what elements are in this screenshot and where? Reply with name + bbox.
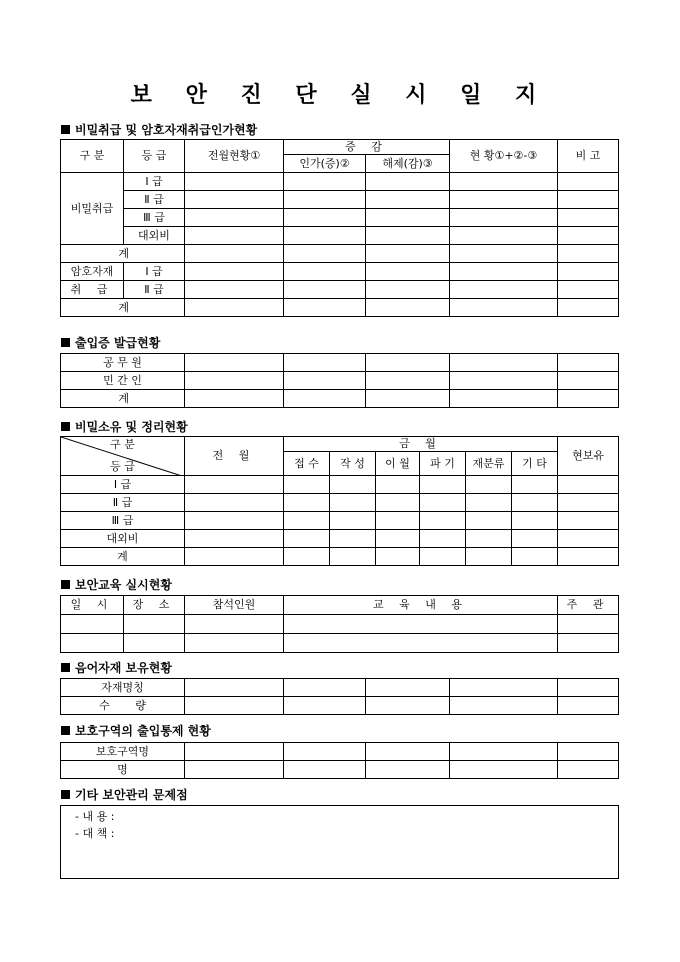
cell[interactable] xyxy=(284,354,366,372)
cell[interactable] xyxy=(185,615,284,634)
cell[interactable] xyxy=(185,245,284,263)
cell[interactable] xyxy=(450,761,558,779)
cell[interactable] xyxy=(466,548,512,566)
header-reclass: 재분류 xyxy=(466,452,512,476)
cell[interactable] xyxy=(284,191,366,209)
row-label-material-name: 자재명칭 xyxy=(61,679,185,697)
cell[interactable] xyxy=(185,476,284,494)
cell[interactable] xyxy=(558,679,619,697)
header-content: 교 육 내 용 xyxy=(284,596,558,615)
cell[interactable] xyxy=(466,476,512,494)
cell[interactable] xyxy=(450,245,558,263)
header-create: 작 성 xyxy=(330,452,376,476)
cell[interactable] xyxy=(450,372,558,390)
crypto-grade-1: Ⅰ 급 xyxy=(124,263,185,281)
memo-measure-label: - 대 책 : xyxy=(75,827,115,840)
row-label-zone-name: 보호구역명 xyxy=(61,743,185,761)
grade-1: Ⅰ 급 xyxy=(124,173,185,191)
header-current: 현보유 xyxy=(558,437,619,476)
header-date: 일 시 xyxy=(61,596,124,615)
row-total: 계 xyxy=(61,390,185,408)
cell[interactable] xyxy=(185,697,284,715)
cell[interactable] xyxy=(376,548,420,566)
cell[interactable] xyxy=(558,512,619,530)
cell[interactable] xyxy=(185,512,284,530)
cell[interactable] xyxy=(450,390,558,408)
cell[interactable] xyxy=(185,761,284,779)
cell[interactable] xyxy=(185,743,284,761)
cell[interactable] xyxy=(185,209,284,227)
cell[interactable] xyxy=(366,743,450,761)
cell[interactable] xyxy=(558,372,619,390)
cell[interactable] xyxy=(185,679,284,697)
cell[interactable] xyxy=(185,530,284,548)
pass-table xyxy=(60,353,619,408)
cell[interactable] xyxy=(466,512,512,530)
memo-content-label: - 내 용 : xyxy=(75,810,115,823)
issues-memo-box[interactable] xyxy=(60,805,619,879)
cell[interactable] xyxy=(376,494,420,512)
header-this-month: 금 월 xyxy=(284,437,558,452)
cipher-table xyxy=(60,678,619,715)
header-receipt: 접 수 xyxy=(284,452,330,476)
cell[interactable] xyxy=(558,281,619,299)
header-gubun-grade xyxy=(61,437,185,476)
cell[interactable] xyxy=(558,263,619,281)
cell[interactable] xyxy=(366,263,450,281)
cell[interactable] xyxy=(558,743,619,761)
cell[interactable] xyxy=(450,173,558,191)
header-status: 현 황①+②-③ xyxy=(450,140,558,173)
crypto-grade-2: Ⅱ 급 xyxy=(124,281,185,299)
cell[interactable] xyxy=(420,548,466,566)
cell[interactable] xyxy=(558,530,619,548)
row-label-quantity: 수 량 xyxy=(61,697,185,715)
cell[interactable] xyxy=(558,209,619,227)
cell[interactable] xyxy=(61,615,124,634)
cell[interactable] xyxy=(185,191,284,209)
cell[interactable] xyxy=(185,548,284,566)
cell[interactable] xyxy=(466,530,512,548)
row-total: 계 xyxy=(61,245,185,263)
cell[interactable] xyxy=(450,679,558,697)
cell[interactable] xyxy=(185,494,284,512)
cell[interactable] xyxy=(558,191,619,209)
cell[interactable] xyxy=(284,281,366,299)
cell[interactable] xyxy=(558,494,619,512)
row-label-civilian: 민 간 인 xyxy=(61,372,185,390)
cell[interactable] xyxy=(512,494,558,512)
header-prev-month: 전 월 xyxy=(185,437,284,476)
header-destroy: 파 기 xyxy=(420,452,466,476)
cell[interactable] xyxy=(450,743,558,761)
cell[interactable] xyxy=(376,476,420,494)
cell[interactable] xyxy=(420,530,466,548)
cell[interactable] xyxy=(284,615,558,634)
cell[interactable] xyxy=(330,530,376,548)
bullet-square-icon xyxy=(61,422,70,431)
grade-1: Ⅰ 급 xyxy=(61,476,185,494)
grade-foreign: 대외비 xyxy=(124,227,185,245)
cell[interactable] xyxy=(366,372,450,390)
section-heading-access: 보호구역의 출입통제 현황 xyxy=(61,722,211,739)
grade-2: Ⅱ 급 xyxy=(124,191,185,209)
cell[interactable] xyxy=(185,281,284,299)
cell[interactable] xyxy=(558,615,619,634)
cell[interactable] xyxy=(366,191,450,209)
cell[interactable] xyxy=(366,390,450,408)
section-heading-ownership: 비밀소유 및 정리현황 xyxy=(61,418,188,435)
header-place: 장 소 xyxy=(124,596,185,615)
row-label-people: 명 xyxy=(61,761,185,779)
cell[interactable] xyxy=(450,227,558,245)
cell[interactable] xyxy=(366,281,450,299)
cell[interactable] xyxy=(366,209,450,227)
cell[interactable] xyxy=(466,494,512,512)
education-table xyxy=(60,595,619,653)
cell[interactable] xyxy=(330,548,376,566)
cell[interactable] xyxy=(124,615,185,634)
cell[interactable] xyxy=(330,512,376,530)
cell[interactable] xyxy=(284,679,366,697)
grade-3: Ⅲ 급 xyxy=(124,209,185,227)
bullet-square-icon xyxy=(61,125,70,134)
cell[interactable] xyxy=(284,743,366,761)
cell[interactable] xyxy=(284,227,366,245)
cell[interactable] xyxy=(124,634,185,653)
cell[interactable] xyxy=(284,372,366,390)
cell[interactable] xyxy=(450,697,558,715)
row-label-official: 공 무 원 xyxy=(61,354,185,372)
header-attendees: 참석인원 xyxy=(185,596,284,615)
cell[interactable] xyxy=(420,494,466,512)
cell[interactable] xyxy=(450,191,558,209)
header-grade: 등 급 xyxy=(110,460,135,473)
grade-3: Ⅲ 급 xyxy=(61,512,185,530)
cell[interactable] xyxy=(558,227,619,245)
section-heading-education: 보안교육 실시현황 xyxy=(61,576,172,593)
bullet-square-icon xyxy=(61,580,70,589)
cell[interactable] xyxy=(284,512,330,530)
cell[interactable] xyxy=(284,173,366,191)
cell[interactable] xyxy=(330,476,376,494)
cell[interactable] xyxy=(558,476,619,494)
cell[interactable] xyxy=(512,530,558,548)
cell[interactable] xyxy=(284,530,330,548)
ownership-table xyxy=(60,436,619,566)
section-heading-cipher: 음어자재 보유현황 xyxy=(61,659,172,676)
cell[interactable] xyxy=(450,299,558,317)
header-gubun: 구 분 xyxy=(110,438,135,451)
cell[interactable] xyxy=(366,299,450,317)
cell[interactable] xyxy=(366,227,450,245)
cell[interactable] xyxy=(450,281,558,299)
bullet-square-icon xyxy=(61,790,70,799)
cell[interactable] xyxy=(185,299,284,317)
cell[interactable] xyxy=(366,697,450,715)
cell[interactable] xyxy=(558,761,619,779)
cell[interactable] xyxy=(284,476,330,494)
cell[interactable] xyxy=(284,209,366,227)
section-heading-pass: 출입증 발급현황 xyxy=(61,334,160,351)
cell[interactable] xyxy=(185,263,284,281)
header-transfer: 이 월 xyxy=(376,452,420,476)
cell[interactable] xyxy=(284,494,330,512)
cell[interactable] xyxy=(185,227,284,245)
row-total: 계 xyxy=(61,548,185,566)
cell[interactable] xyxy=(376,512,420,530)
section-heading-issues: 기타 보안관리 문제점 xyxy=(61,786,188,803)
cell[interactable] xyxy=(558,697,619,715)
cell[interactable] xyxy=(284,263,366,281)
cell[interactable] xyxy=(284,299,366,317)
row-total-crypto: 계 xyxy=(61,299,185,317)
cell[interactable] xyxy=(450,263,558,281)
cell[interactable] xyxy=(558,634,619,653)
cell[interactable] xyxy=(512,512,558,530)
header-decrease: 해제(감)③ xyxy=(366,155,450,173)
cell[interactable] xyxy=(284,761,366,779)
cell[interactable] xyxy=(512,476,558,494)
bullet-square-icon xyxy=(61,338,70,347)
cell[interactable] xyxy=(284,245,366,263)
cell[interactable] xyxy=(366,679,450,697)
access-table xyxy=(60,742,619,779)
header-host: 주 관 xyxy=(558,596,619,615)
cell[interactable] xyxy=(185,372,284,390)
cell[interactable] xyxy=(284,548,330,566)
row-label-handling: 취 급 xyxy=(61,281,124,299)
cell[interactable] xyxy=(185,634,284,653)
cell[interactable] xyxy=(366,761,450,779)
cell[interactable] xyxy=(420,476,466,494)
cell[interactable] xyxy=(284,390,366,408)
row-label-crypto: 암호자재 xyxy=(61,263,124,281)
cell[interactable] xyxy=(558,390,619,408)
header-remarks: 비 고 xyxy=(558,140,619,173)
cell[interactable] xyxy=(284,697,366,715)
header-grade: 등 급 xyxy=(124,140,185,173)
cell[interactable] xyxy=(376,530,420,548)
cell[interactable] xyxy=(558,299,619,317)
cell[interactable] xyxy=(450,209,558,227)
header-prev-month: 전월현황① xyxy=(185,140,284,173)
cell[interactable] xyxy=(61,634,124,653)
cell[interactable] xyxy=(185,354,284,372)
clearance-table xyxy=(60,139,619,317)
cell[interactable] xyxy=(185,173,284,191)
bullet-square-icon xyxy=(61,726,70,735)
header-increase: 인가(증)② xyxy=(284,155,366,173)
page-title: 보 안 진 단 실 시 일 지 xyxy=(130,82,550,108)
header-change: 증 감 xyxy=(284,140,450,155)
cell[interactable] xyxy=(366,354,450,372)
cell[interactable] xyxy=(558,173,619,191)
cell[interactable] xyxy=(366,173,450,191)
cell[interactable] xyxy=(366,245,450,263)
row-label-secret: 비밀취급 xyxy=(61,173,124,245)
cell[interactable] xyxy=(330,494,376,512)
cell[interactable] xyxy=(420,512,466,530)
cell[interactable] xyxy=(558,245,619,263)
section-heading-clearance: 비밀취급 및 암호자재취급인가현황 xyxy=(61,121,257,138)
bullet-square-icon xyxy=(61,663,70,672)
cell[interactable] xyxy=(558,354,619,372)
header-gubun: 구 분 xyxy=(61,140,124,173)
grade-foreign: 대외비 xyxy=(61,530,185,548)
cell[interactable] xyxy=(512,548,558,566)
cell[interactable] xyxy=(450,354,558,372)
cell[interactable] xyxy=(284,634,558,653)
cell[interactable] xyxy=(185,390,284,408)
header-other: 기 타 xyxy=(512,452,558,476)
cell[interactable] xyxy=(558,548,619,566)
grade-2: Ⅱ 급 xyxy=(61,494,185,512)
